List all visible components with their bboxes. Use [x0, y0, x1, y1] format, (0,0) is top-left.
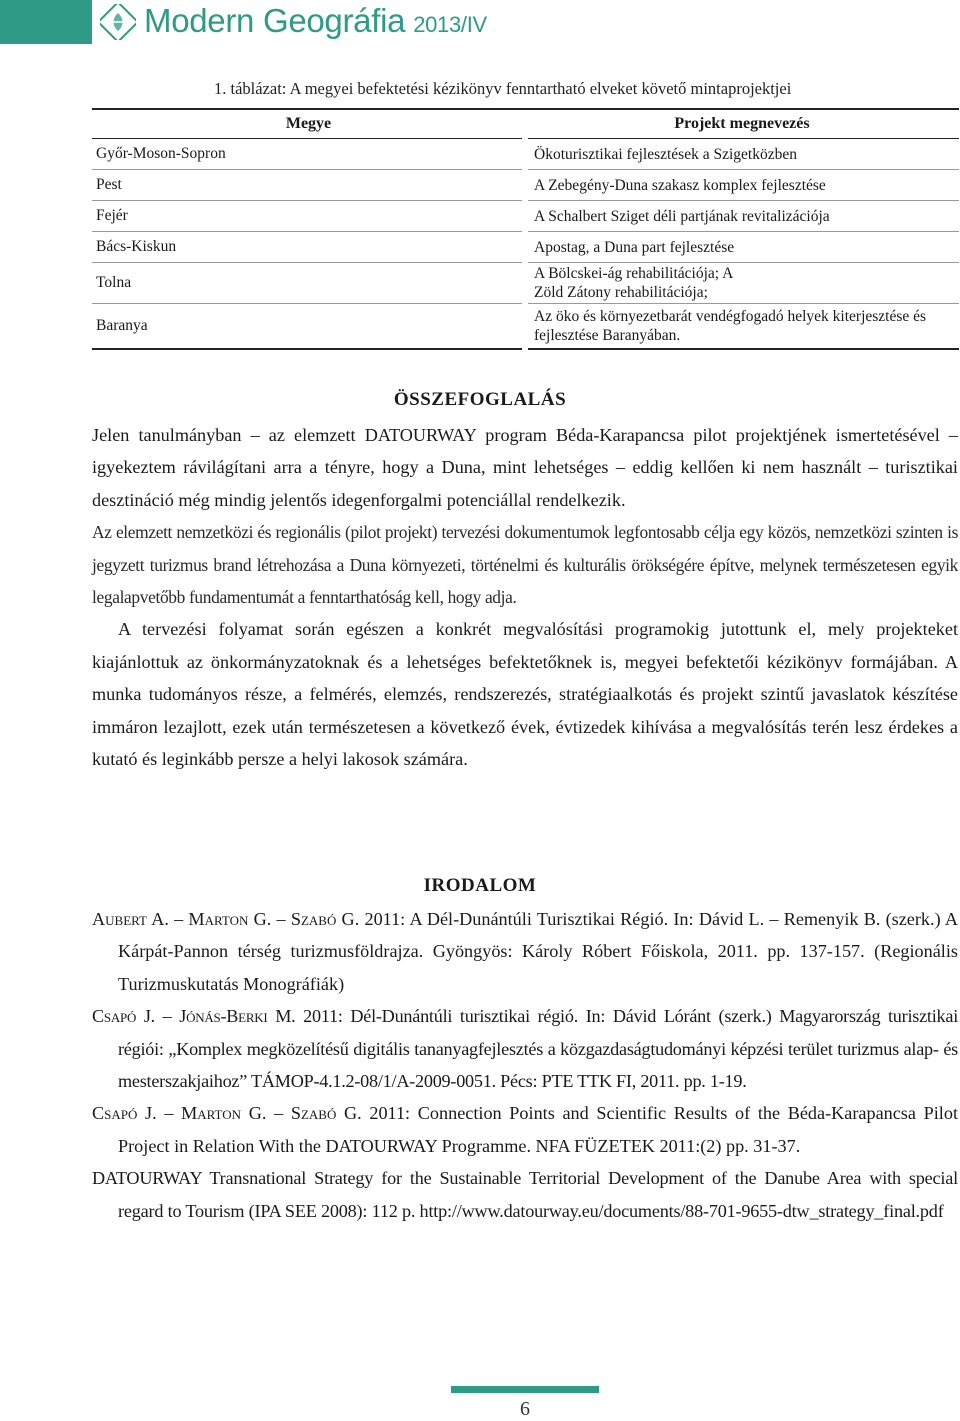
reference-item: [92, 903, 958, 1000]
reference-authors: Aubert A. – Marton G. – Szabó G.: [92, 909, 360, 929]
project-cell: A Schalbert Sziget déli partjának revitalizációja: [525, 201, 959, 232]
project-cell: A Bölcskei-ág rehabilitációja; A Zöld Zátony rehabilitációja;: [525, 263, 959, 304]
reference-text: 2011: A Dél-Dunántúli Turisztikai Régió. In: Dávid L. – Remenyik B. (szerk.) A Kárpát-Pannon térség turizmusföldrajza. Gyöngyös: Károly Róbert Főiskola, 2011. pp. 137-157. (Regionális Turizmuskutatás Monográfiák): [118, 909, 958, 994]
table-row: [92, 139, 959, 170]
project-cell: Apostag, a Duna part fejlesztése: [525, 232, 959, 263]
journal-issue: 2013/IV: [413, 12, 487, 37]
column-header-project: Projekt megnevezés: [525, 109, 959, 139]
county-cell: Bács-Kiskun: [92, 232, 525, 263]
reference-item: [92, 1000, 958, 1097]
reference-text: 2011: Dél-Dunántúli turisztikai régió. In: Dávid Lóránt (szerk.) Magyarország turisztikai régiói: „Komplex megközelítésű digitális tananyagfejlesztés a közgazdaságtudományi képzési terület turizmus alap- és mesterszakjaihoz” TÁMOP-4.1.2-08/1/A-2009-0051. Pécs: PTE TTK FI, 2011. pp. 1-19.: [118, 1006, 958, 1092]
table-row: [92, 232, 959, 263]
projects-table: [92, 108, 959, 350]
table-row: [92, 304, 959, 350]
references-heading: IRODALOM: [423, 875, 537, 896]
reference-text: 2011: Connection Points and Scientific Results of the Béda-Karapancsa Pilot Project in Relation With the DATOURWAY Programme. NFA FÜZETEK 2011:(2) pp. 31-37.: [118, 1103, 958, 1156]
journal-name: Modern Geográfia: [144, 2, 406, 39]
table-caption: 1. táblázat: A megyei befektetési kézikönyv fenntartható elveket követő mintaprojektjei: [214, 79, 792, 98]
footer-accent-bar: [451, 1386, 599, 1393]
summary-heading: ÖSSZEFOGLALÁS: [393, 389, 567, 410]
project-cell: A Zebegény-Duna szakasz komplex fejlesztése: [525, 170, 959, 201]
summary-paragraph: Az elemzett nemzetközi és regionális (pilot projekt) tervezési dokumentumok legfontosabb célja egy közös, nemzetközi szinten is jegyzett turizmus brand létrehozása a Duna környezeti, történelmi és kulturális örökségére építve, melynek természetesen egyik legalapvetőbb fundamentumát a fenntarthatóság kell, hogy adja.: [92, 522, 958, 608]
reference-item: [92, 1162, 958, 1227]
references-list: [92, 903, 958, 1227]
summary-paragraph: Jelen tanulmányban – az elemzett DATOURWAY program Béda-Karapancsa pilot projektjének ismertetésével – igyekeztem rávilágítani arra a tényre, hogy a Duna, mint lehetséges – eddig kellően ki nem használt – turisztikai desztináció még mindig jelentős idegenforgalmi potenciállal rendelkezik.: [92, 425, 958, 510]
page-header: [0, 0, 960, 48]
reference-item: [92, 1097, 958, 1162]
column-header-county: Megye: [92, 109, 525, 139]
reference-authors: Csapó J. – Marton G. – Szabó G.: [92, 1103, 362, 1124]
page-number: 6: [520, 1398, 530, 1420]
county-cell: Győr-Moson-Sopron: [92, 139, 525, 170]
project-cell: Az öko és környezetbarát vendégfogadó helyek kiterjesztése és fejlesztése Baranyában.: [525, 304, 959, 350]
summary-paragraph: A tervezési folyamat során egészen a konkrét megvalósítási programokig jutottunk el, mely projekteket kiajánlottuk az önkormányzatoknak és a lehetséges befektetőknek is, megyei befektetői kézikönyv formájában. A munka tudományos része, a felmérés, elemzés, rendszerezés, stratégiaalkotás és projekt szintű javaslatok készítése immáron lezajlott, ezek után természetesen a következő évek, évtizedek kihívása a megvalósítás terén lesz érdekes a kutató és leginkább persze a helyi lakosok számára.: [92, 619, 958, 770]
summary-body: [92, 419, 958, 775]
county-cell: Baranya: [92, 304, 525, 350]
header-accent-bar: [0, 0, 92, 44]
project-cell: Ökoturisztikai fejlesztések a Szigetközben: [525, 139, 959, 170]
county-cell: Tolna: [92, 263, 525, 304]
table-header-row: [92, 109, 959, 139]
reference-text: DATOURWAY Transnational Strategy for the Sustainable Territorial Development of the Danube Area with special regard to Tourism (IPA SEE 2008): 112 p. http://www.datourway.eu/documents/88-701-9655-dtw_strategy_final.pdf: [92, 1168, 958, 1221]
journal-logo-icon: [100, 4, 136, 40]
table-row: [92, 170, 959, 201]
county-cell: Pest: [92, 170, 525, 201]
table-row: [92, 263, 959, 304]
table-row: [92, 201, 959, 232]
reference-authors: Csapó J. – Jónás-Berki M.: [92, 1006, 296, 1027]
journal-title: [144, 2, 487, 40]
county-cell: Fejér: [92, 201, 525, 232]
